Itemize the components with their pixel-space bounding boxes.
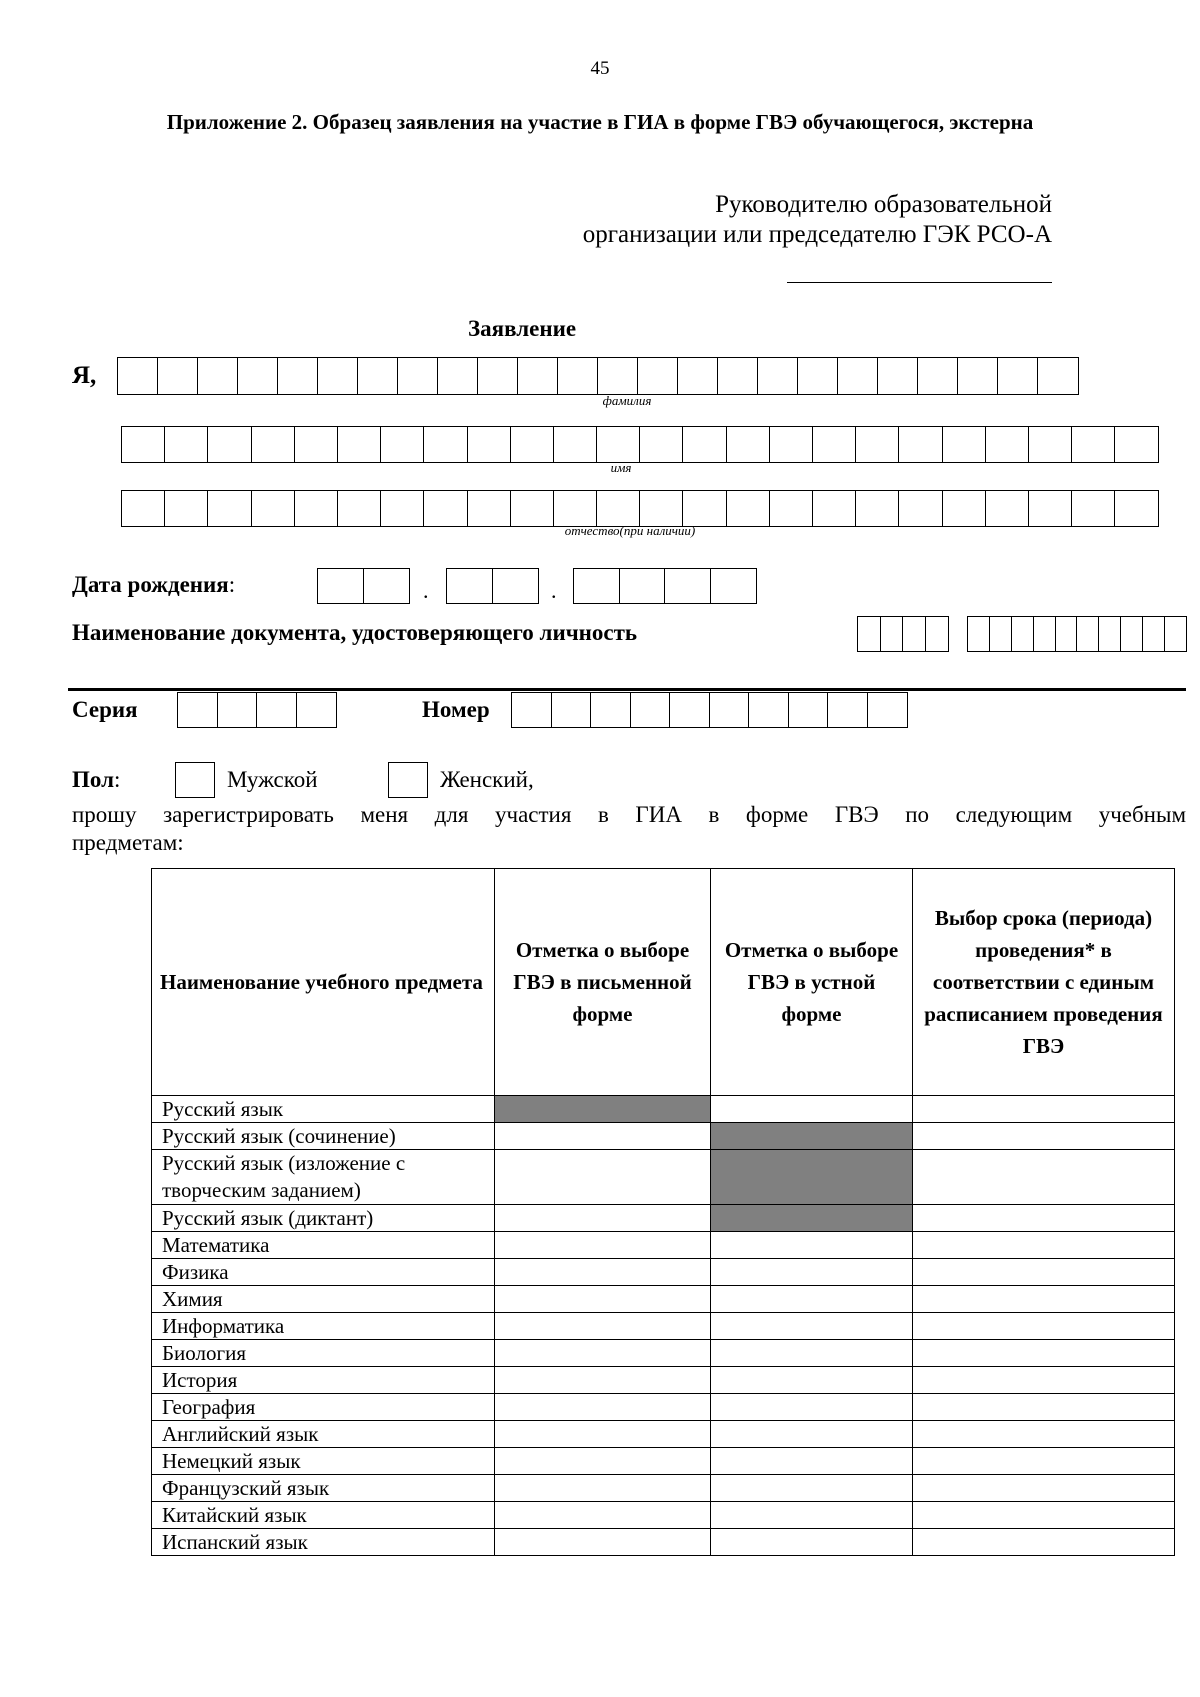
input-cell[interactable] — [837, 357, 879, 395]
applicant-prefix: Я, — [72, 362, 97, 389]
input-cell[interactable] — [363, 568, 410, 604]
written-form-mark-cell[interactable] — [495, 1259, 711, 1286]
oral-form-mark-cell[interactable] — [711, 1529, 913, 1556]
written-form-mark-cell[interactable] — [495, 1232, 711, 1259]
subject-name-cell: Информатика — [152, 1313, 495, 1340]
exam-period-cell[interactable] — [913, 1421, 1175, 1448]
input-cell[interactable] — [217, 692, 258, 728]
document-title: Приложение 2. Образец заявления на участие в ГИА в форме ГВЭ обучающегося, экстерна — [166, 110, 1034, 134]
input-cell[interactable] — [590, 692, 631, 728]
subject-name-cell: География — [152, 1394, 495, 1421]
addressee-line-1: Руководителю образовательной — [715, 191, 1052, 218]
written-form-mark-cell[interactable] — [495, 1502, 711, 1529]
input-cell[interactable] — [1011, 616, 1034, 652]
input-cell[interactable] — [467, 490, 512, 527]
exam-period-cell[interactable] — [913, 1286, 1175, 1313]
input-cell[interactable] — [827, 692, 868, 728]
addressee-name-line[interactable] — [787, 282, 1052, 283]
header-oral-form: Отметка о выборе ГВЭ в устной форме — [711, 869, 913, 1096]
input-cell[interactable] — [177, 692, 218, 728]
subject-name-cell: Французский язык — [152, 1475, 495, 1502]
input-cell[interactable] — [880, 616, 904, 652]
written-form-mark-cell[interactable] — [495, 1340, 711, 1367]
table-row — [152, 1205, 1175, 1232]
number-label: Номер — [422, 697, 490, 722]
input-cell[interactable] — [726, 490, 771, 527]
exam-period-cell[interactable] — [913, 1096, 1175, 1123]
input-cell[interactable] — [855, 426, 900, 463]
input-cell[interactable] — [596, 426, 641, 463]
written-form-mark-cell[interactable] — [495, 1367, 711, 1394]
input-cell[interactable] — [757, 357, 799, 395]
written-form-mark-cell[interactable] — [495, 1286, 711, 1313]
subject-name-cell: Испанский язык — [152, 1529, 495, 1556]
input-cell[interactable] — [709, 692, 750, 728]
series-cells[interactable] — [177, 692, 337, 728]
input-cell[interactable] — [717, 357, 759, 395]
input-cell[interactable] — [1114, 490, 1159, 527]
input-cell[interactable] — [380, 426, 425, 463]
input-cell[interactable] — [1055, 616, 1078, 652]
table-row — [152, 1313, 1175, 1340]
input-cell[interactable] — [207, 490, 252, 527]
input-cell[interactable] — [551, 692, 592, 728]
input-cell[interactable] — [1114, 426, 1159, 463]
input-cell[interactable] — [639, 426, 684, 463]
input-cell[interactable] — [121, 426, 166, 463]
document-code-cells[interactable] — [967, 616, 1187, 652]
addressee-line-2: организации или председателю ГЭК РСО-А — [582, 221, 1052, 248]
input-cell[interactable] — [639, 490, 684, 527]
table-row — [152, 1259, 1175, 1286]
subjects-table — [151, 868, 1175, 1556]
input-cell[interactable] — [748, 692, 789, 728]
input-cell[interactable] — [117, 357, 159, 395]
addressee-block — [583, 190, 1052, 250]
input-cell[interactable] — [1037, 357, 1079, 395]
input-cell[interactable] — [997, 357, 1039, 395]
date-separator-1: . — [423, 578, 429, 603]
exam-period-cell[interactable] — [913, 1340, 1175, 1367]
section-divider — [68, 688, 1186, 691]
input-cell[interactable] — [682, 490, 727, 527]
name-caption: имя — [610, 460, 632, 475]
gender-label-text: Пол — [72, 767, 114, 792]
input-cell[interactable] — [437, 357, 479, 395]
written-form-mark-cell[interactable] — [495, 1313, 711, 1340]
input-cell[interactable] — [251, 426, 296, 463]
input-cell[interactable] — [985, 426, 1030, 463]
input-cell[interactable] — [296, 692, 337, 728]
input-cell[interactable] — [423, 490, 468, 527]
exam-period-cell[interactable] — [913, 1313, 1175, 1340]
oral-form-mark-cell — [711, 1205, 913, 1232]
patronymic-cells[interactable] — [121, 490, 1159, 527]
table-row — [152, 1475, 1175, 1502]
input-cell[interactable] — [812, 490, 857, 527]
written-form-mark-cell[interactable] — [495, 1394, 711, 1421]
series-label: Серия — [72, 697, 138, 722]
input-cell[interactable] — [769, 426, 814, 463]
table-row — [152, 1096, 1175, 1123]
number-cells[interactable] — [511, 692, 908, 728]
oral-form-mark-cell[interactable] — [711, 1448, 913, 1475]
input-cell[interactable] — [256, 692, 297, 728]
table-row — [152, 1421, 1175, 1448]
exam-period-cell[interactable] — [913, 1150, 1175, 1205]
input-cell[interactable] — [1120, 616, 1143, 652]
table-row — [152, 1394, 1175, 1421]
input-cell[interactable] — [237, 357, 279, 395]
subject-name-cell: История — [152, 1367, 495, 1394]
oral-form-mark-cell[interactable] — [711, 1259, 913, 1286]
input-cell[interactable] — [164, 490, 209, 527]
exam-period-cell[interactable] — [913, 1475, 1175, 1502]
gender-male-checkbox[interactable] — [175, 762, 215, 798]
input-cell[interactable] — [677, 357, 719, 395]
input-cell[interactable] — [664, 568, 711, 604]
input-cell[interactable] — [1071, 426, 1116, 463]
identity-document-label: Наименование документа, удостоверяющего личность — [72, 620, 638, 645]
oral-form-mark-cell[interactable] — [711, 1367, 913, 1394]
oral-form-mark-cell — [711, 1150, 913, 1205]
patronymic-caption: отчество(при наличии) — [564, 523, 696, 538]
input-cell[interactable] — [423, 426, 468, 463]
request-text-continuation: предметам: — [72, 830, 184, 855]
input-cell[interactable] — [553, 426, 598, 463]
input-cell[interactable] — [1028, 490, 1073, 527]
input-cell[interactable] — [682, 426, 727, 463]
gender-female-label: Женский, — [440, 767, 534, 792]
input-cell[interactable] — [121, 490, 166, 527]
oral-form-mark-cell — [711, 1123, 913, 1150]
input-cell[interactable] — [477, 357, 519, 395]
table-row — [152, 1367, 1175, 1394]
input-cell[interactable] — [277, 357, 319, 395]
written-form-mark-cell[interactable] — [495, 1448, 711, 1475]
input-cell[interactable] — [573, 568, 620, 604]
exam-period-cell[interactable] — [913, 1205, 1175, 1232]
input-cell[interactable] — [857, 616, 881, 652]
input-cell[interactable] — [294, 426, 339, 463]
gender-label — [72, 767, 120, 793]
input-cell[interactable] — [898, 426, 943, 463]
input-cell[interactable] — [157, 357, 199, 395]
date-separator-2: . — [551, 578, 557, 603]
name-cells[interactable] — [121, 426, 1159, 463]
written-form-mark-cell[interactable] — [495, 1529, 711, 1556]
input-cell[interactable] — [710, 568, 757, 604]
written-form-mark-cell[interactable] — [495, 1150, 711, 1205]
input-cell[interactable] — [726, 426, 771, 463]
exam-period-cell[interactable] — [913, 1394, 1175, 1421]
input-cell[interactable] — [251, 490, 296, 527]
subject-name-cell: Биология — [152, 1340, 495, 1367]
input-cell[interactable] — [337, 426, 382, 463]
input-cell[interactable] — [985, 490, 1030, 527]
table-row — [152, 1529, 1175, 1556]
exam-period-cell[interactable] — [913, 1529, 1175, 1556]
document-type-cells[interactable] — [857, 616, 949, 652]
input-cell[interactable] — [197, 357, 239, 395]
table-row — [152, 1340, 1175, 1367]
exam-period-cell[interactable] — [913, 1259, 1175, 1286]
input-cell[interactable] — [967, 616, 990, 652]
input-cell[interactable] — [207, 426, 252, 463]
table-row — [152, 1286, 1175, 1313]
birth-date-label-text: Дата рождения — [72, 572, 229, 597]
input-cell[interactable] — [1098, 616, 1121, 652]
input-cell[interactable] — [1071, 490, 1116, 527]
input-cell[interactable] — [517, 357, 559, 395]
birth-month-cells[interactable] — [446, 568, 539, 604]
exam-period-cell[interactable] — [913, 1367, 1175, 1394]
input-cell[interactable] — [467, 426, 512, 463]
input-cell[interactable] — [898, 490, 943, 527]
oral-form-mark-cell[interactable] — [711, 1313, 913, 1340]
input-cell[interactable] — [619, 568, 666, 604]
input-cell[interactable] — [769, 490, 814, 527]
gender-male-label: Мужской — [227, 767, 318, 792]
written-form-mark-cell[interactable] — [495, 1123, 711, 1150]
surname-caption: фамилия — [602, 393, 652, 408]
subject-name-cell: Китайский язык — [152, 1502, 495, 1529]
input-cell[interactable] — [294, 490, 339, 527]
input-cell[interactable] — [557, 357, 599, 395]
subject-name-cell: Химия — [152, 1286, 495, 1313]
input-cell[interactable] — [957, 357, 999, 395]
oral-form-mark-cell[interactable] — [711, 1475, 913, 1502]
gender-colon: : — [114, 767, 121, 792]
header-written-form: Отметка о выборе ГВЭ в письменной форме — [495, 869, 711, 1096]
oral-form-mark-cell[interactable] — [711, 1421, 913, 1448]
birth-day-cells[interactable] — [317, 568, 410, 604]
input-cell[interactable] — [597, 357, 639, 395]
exam-period-cell[interactable] — [913, 1502, 1175, 1529]
input-cell[interactable] — [317, 357, 359, 395]
input-cell[interactable] — [788, 692, 829, 728]
oral-form-mark-cell[interactable] — [711, 1502, 913, 1529]
subject-name-cell: Физика — [152, 1259, 495, 1286]
input-cell[interactable] — [942, 490, 987, 527]
oral-form-mark-cell[interactable] — [711, 1232, 913, 1259]
oral-form-mark-cell[interactable] — [711, 1394, 913, 1421]
input-cell[interactable] — [867, 692, 908, 728]
table-row — [152, 1448, 1175, 1475]
subject-name-cell: Русский язык (сочинение) — [152, 1123, 495, 1150]
application-heading: Заявление — [468, 316, 577, 341]
header-subject-name: Наименование учебного предмета — [152, 869, 495, 1096]
gender-female-checkbox[interactable] — [388, 762, 428, 798]
input-cell[interactable] — [511, 692, 552, 728]
written-form-mark-cell[interactable] — [495, 1475, 711, 1502]
written-form-mark-cell[interactable] — [495, 1205, 711, 1232]
birth-year-cells[interactable] — [573, 568, 757, 604]
input-cell[interactable] — [989, 616, 1012, 652]
header-exam-period: Выбор срока (периода) проведения* в соответствии с единым расписанием проведения ГВЭ — [913, 869, 1175, 1096]
input-cell[interactable] — [397, 357, 439, 395]
table-row — [152, 1150, 1175, 1205]
subject-name-cell: Русский язык (изложение с творческим заданием) — [152, 1150, 495, 1205]
input-cell[interactable] — [902, 616, 926, 652]
input-cell[interactable] — [492, 568, 539, 604]
page-number: 45 — [590, 58, 610, 79]
input-cell[interactable] — [357, 357, 399, 395]
input-cell[interactable] — [925, 616, 949, 652]
input-cell[interactable] — [510, 426, 555, 463]
input-cell[interactable] — [1076, 616, 1099, 652]
input-cell[interactable] — [637, 357, 679, 395]
surname-cells[interactable] — [117, 357, 1079, 395]
exam-period-cell[interactable] — [913, 1232, 1175, 1259]
input-cell[interactable] — [917, 357, 959, 395]
input-cell[interactable] — [855, 490, 900, 527]
request-text: прошу зарегистрировать меня для участия в ГИА в форме ГВЭ по следующим учебным — [72, 802, 1186, 827]
subject-name-cell: Немецкий язык — [152, 1448, 495, 1475]
subject-name-cell: Английский язык — [152, 1421, 495, 1448]
birth-date-label — [72, 572, 235, 598]
input-cell[interactable] — [337, 490, 382, 527]
subject-name-cell: Русский язык — [152, 1096, 495, 1123]
input-cell[interactable] — [553, 490, 598, 527]
oral-form-mark-cell[interactable] — [711, 1286, 913, 1313]
input-cell[interactable] — [380, 490, 425, 527]
input-cell[interactable] — [1164, 616, 1187, 652]
table-header-row — [152, 869, 1175, 1096]
input-cell[interactable] — [1033, 616, 1056, 652]
oral-form-mark-cell[interactable] — [711, 1096, 913, 1123]
table-row — [152, 1502, 1175, 1529]
subject-name-cell: Русский язык (диктант) — [152, 1205, 495, 1232]
input-cell[interactable] — [317, 568, 364, 604]
input-cell[interactable] — [942, 426, 987, 463]
exam-period-cell[interactable] — [913, 1448, 1175, 1475]
written-form-mark-cell[interactable] — [495, 1421, 711, 1448]
input-cell[interactable] — [164, 426, 209, 463]
written-form-mark-cell — [495, 1096, 711, 1123]
birth-date-colon: : — [228, 572, 236, 597]
input-cell[interactable] — [877, 357, 919, 395]
subject-name-cell: Математика — [152, 1232, 495, 1259]
table-row — [152, 1123, 1175, 1150]
input-cell[interactable] — [1028, 426, 1073, 463]
input-cell[interactable] — [596, 490, 641, 527]
exam-period-cell[interactable] — [913, 1123, 1175, 1150]
input-cell[interactable] — [812, 426, 857, 463]
input-cell[interactable] — [797, 357, 839, 395]
input-cell[interactable] — [446, 568, 493, 604]
input-cell[interactable] — [630, 692, 671, 728]
input-cell[interactable] — [510, 490, 555, 527]
oral-form-mark-cell[interactable] — [711, 1340, 913, 1367]
input-cell[interactable] — [1142, 616, 1165, 652]
input-cell[interactable] — [669, 692, 710, 728]
table-row — [152, 1232, 1175, 1259]
